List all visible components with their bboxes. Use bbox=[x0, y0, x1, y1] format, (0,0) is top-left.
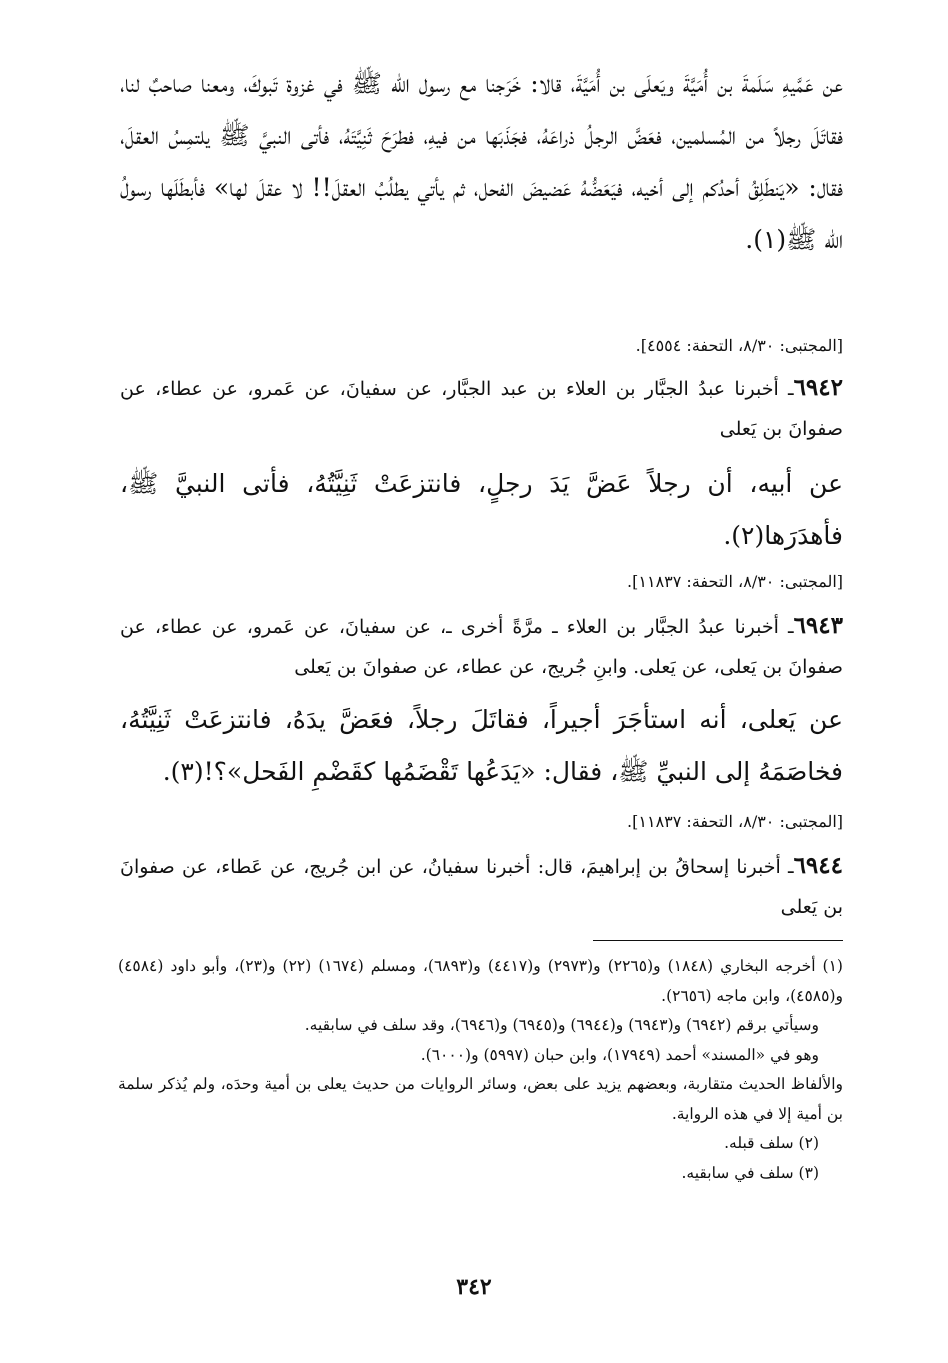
hadith-6942-chain bbox=[120, 368, 843, 449]
footnote-1-remark: والألفاظ الحديث متقاربة، وبعضهم يزيد على بعض، وسائر الروايات من حديث يعلى بن أمية وحدَه، ولم يُذكر سلمة بن أمية إلا في هذه الرواية. bbox=[118, 1075, 843, 1123]
hadith-isnad: ـ أخبرنا عبدُ الجبَّار بن العلاء ـ مرَّةً أخرى ـ، عن سفيانَ، عن عَمرو، عن عطاء، عن صفوانَ بن يَعلى، عن يَعلى. وابنِ جُريج، عن عطاء، عن صفوانَ بن يَعلى bbox=[120, 616, 843, 678]
hadith-number: ٦٩٤٢ bbox=[793, 374, 843, 401]
hadith-6944-chain bbox=[120, 846, 843, 927]
hadith-continuation-paragraph: عن عَمَّيهِ سَلَمةَ بن أُمَيَّةَ ويَعلَى بن أُمَيَّةَ، قالا: خَرَجنا مع رسول الله ﷺ في غزوة تَبوكَ، ومعنا صاحبٌ لنا، فقاتَلَ رجلاً من المُسلمين، فعَضَّ الرجلُ ذراعَهُ، فجَذَبَها من فيهِ، فطرَحَ ثَنِيَّتَهُ، فأتى النبيَّ ﷺ يلتمِسُ العقلَ، فقال: «يَنطَلِقُ أحدُكم إلى أخيه، فيَعَضُّهُ عَضيضَ الفحل، ثم يأتي يطلُبُ العقلَ!! لا عقلَ لها» فأبطَلَها رسولُ الله ﷺ(١). bbox=[120, 69, 843, 254]
footnote-2: (٢) سلف قبله. bbox=[724, 1134, 819, 1152]
reference-note: [المجتبى: ٨/٣٠، التحفة: ١١٨٣٧]. bbox=[627, 572, 843, 591]
reference-note: [المجتبى: ٨/٣٠، التحفة: ١١٨٣٧]. bbox=[627, 812, 843, 831]
footnote-separator bbox=[593, 940, 843, 941]
page-number: ٣٤٢ bbox=[456, 1274, 492, 1300]
footnote-1-cross-reference: وسيأتي برقم (٦٩٤٢) و(٦٩٤٣) و(٦٩٤٤) و(٦٩٤٥) و(٦٩٤٦)، وقد سلف في سابقيه. bbox=[304, 1016, 819, 1034]
hadith-6943-text: عن يَعلى، أنه استأجَرَ أجيراً، فقاتَلَ رجلاً، فعَضَّ يدَهُ، فانتزعَتْ ثَنِيَّتُهُ، فخاصَمَهُ إلى النبيِّ ﷺ، فقال: «يَدَعُها تَقْضَمُها كقَضْمِ الفَحل»؟!(٣). bbox=[120, 705, 843, 786]
reference-note: [المجتبى: ٨/٣٠، التحفة: ٤٥٥٤]. bbox=[635, 336, 843, 355]
hadith-isnad: ـ أخبرنا إسحاقُ بن إبراهيمَ، قال: أخبرنا سفيانُ، عن ابن جُريج، عن عَطاء، عن صفوانَ بن يَعلى bbox=[120, 856, 843, 918]
hadith-isnad: ـ أخبرنا عبدُ الجبَّار بن العلاء بن عبد الجبَّار، عن سفيانَ، عن عَمرو، عن عطاء، عن صفوانَ بن يَعلى bbox=[120, 378, 843, 440]
footnote-1-musnad: وهو في «المسند» أحمد (١٧٩٤٩)، وابن حبان (٥٩٩٧) و(٦٠٠٠). bbox=[420, 1045, 819, 1064]
footnote-3: (٣) سلف في سابقيه. bbox=[681, 1163, 819, 1182]
hadith-6943-chain bbox=[120, 606, 843, 687]
hadith-number: ٦٩٤٤ bbox=[793, 852, 843, 879]
footnotes bbox=[118, 952, 843, 1188]
hadith-number: ٦٩٤٣ bbox=[793, 612, 843, 639]
hadith-6942-text: عن أبيه، أن رجلاً عَضَّ يَدَ رجلٍ، فانتزعَتْ ثَنِيَّتُهُ، فأتى النبيَّ ﷺ، فأهدَرَها(٢). bbox=[120, 469, 843, 550]
footnote-1: (١) أخرجه البخاري (١٨٤٨) و(٢٢٦٥) و(٢٩٧٣) و(٤٤١٧) و(٦٨٩٣)، ومسلم (١٦٧٤) (٢٢) و(٢٣)، وأبو داود (٤٥٨٤) و(٤٥٨٥)، وابن ماجه (٢٦٥٦). bbox=[118, 957, 843, 1005]
